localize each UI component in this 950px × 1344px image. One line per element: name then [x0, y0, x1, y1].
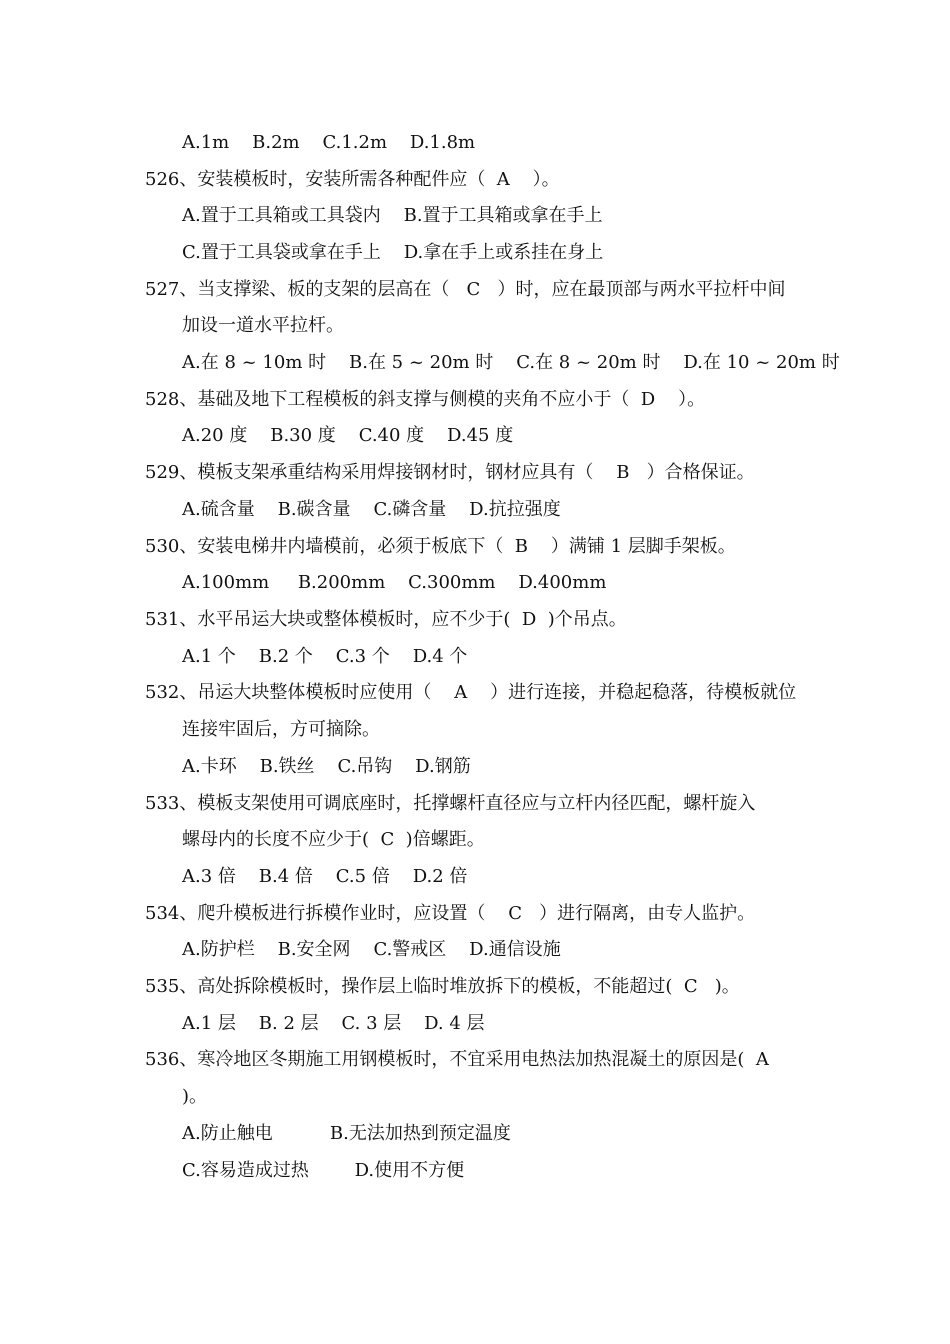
options-532: A.卡环 B.铁丝 C.吊钩 D.钢筋 [182, 756, 471, 777]
question-535: 535、高处拆除模板时，操作层上临时堆放拆下的模板，不能超过( C )。 [145, 976, 740, 997]
question-532-cont: 连接牢固后，方可摘除。 [182, 719, 380, 740]
options-536-row-1: A.防止触电 B.无法加热到预定温度 [182, 1123, 511, 1144]
options-535: A.1 层 B. 2 层 C. 3 层 D. 4 层 [182, 1013, 485, 1034]
options-526-row-2: C.置于工具袋或拿在手上 D.拿在手上或系挂在身上 [182, 242, 604, 263]
options-525: A.1m B.2m C.1.2m D.1.8m [182, 132, 476, 153]
question-531: 531、水平吊运大块或整体模板时，应不少于( D )个吊点。 [145, 609, 627, 630]
options-526-row-1: A.置于工具箱或工具袋内 B.置于工具箱或拿在手上 [182, 205, 603, 226]
question-536: 536、寒冷地区冬期施工用钢模板时，不宜采用电热法加热混凝土的原因是( A [145, 1049, 769, 1070]
question-526: 526、安装模板时，安装所需各种配件应（ A ）。 [145, 169, 560, 190]
options-533: A.3 倍 B.4 倍 C.5 倍 D.2 倍 [182, 866, 468, 887]
options-534: A.防护栏 B.安全网 C.警戒区 D.通信设施 [182, 939, 561, 960]
question-534: 534、爬升模板进行拆模作业时，应设置（ C ）进行隔离，由专人监护。 [145, 903, 756, 924]
options-536-row-2: C.容易造成过热 D.使用不方便 [182, 1160, 465, 1181]
question-527: 527、当支撑梁、板的支架的层高在（ C ）时，应在最顶部与两水平拉杆中间 [145, 279, 786, 300]
options-529: A.硫含量 B.碳含量 C.磷含量 D.抗拉强度 [182, 499, 561, 520]
question-533-cont: 螺母内的长度不应少于( C )倍螺距。 [182, 829, 485, 850]
options-527: A.在 8 ~ 10m 时 B.在 5 ~ 20m 时 C.在 8 ~ 20m 时 D.在 10 ~ 20m 时 [182, 352, 840, 373]
question-530: 530、安装电梯井内墙模前，必须于板底下（ B ）满铺 1 层脚手架板。 [145, 536, 736, 557]
question-533: 533、模板支架使用可调底座时，托撑螺杆直径应与立杆内径匹配，螺杆旋入 [145, 793, 756, 814]
options-531: A.1 个 B.2 个 C.3 个 D.4 个 [182, 646, 468, 667]
options-528: A.20 度 B.30 度 C.40 度 D.45 度 [182, 425, 514, 446]
question-532: 532、吊运大块整体模板时应使用（ A ）进行连接，并稳起稳落，待模板就位 [145, 682, 797, 703]
question-536-cont: )。 [182, 1086, 208, 1107]
question-528: 528、基础及地下工程模板的斜支撑与侧模的夹角不应小于（ D ）。 [145, 389, 706, 410]
options-530: A.100mm B.200mm C.300mm D.400mm [182, 572, 607, 593]
question-527-cont: 加设一道水平拉杆。 [182, 315, 344, 336]
question-529: 529、模板支架承重结构采用焊接钢材时，钢材应具有（ B ）合格保证。 [145, 462, 755, 483]
